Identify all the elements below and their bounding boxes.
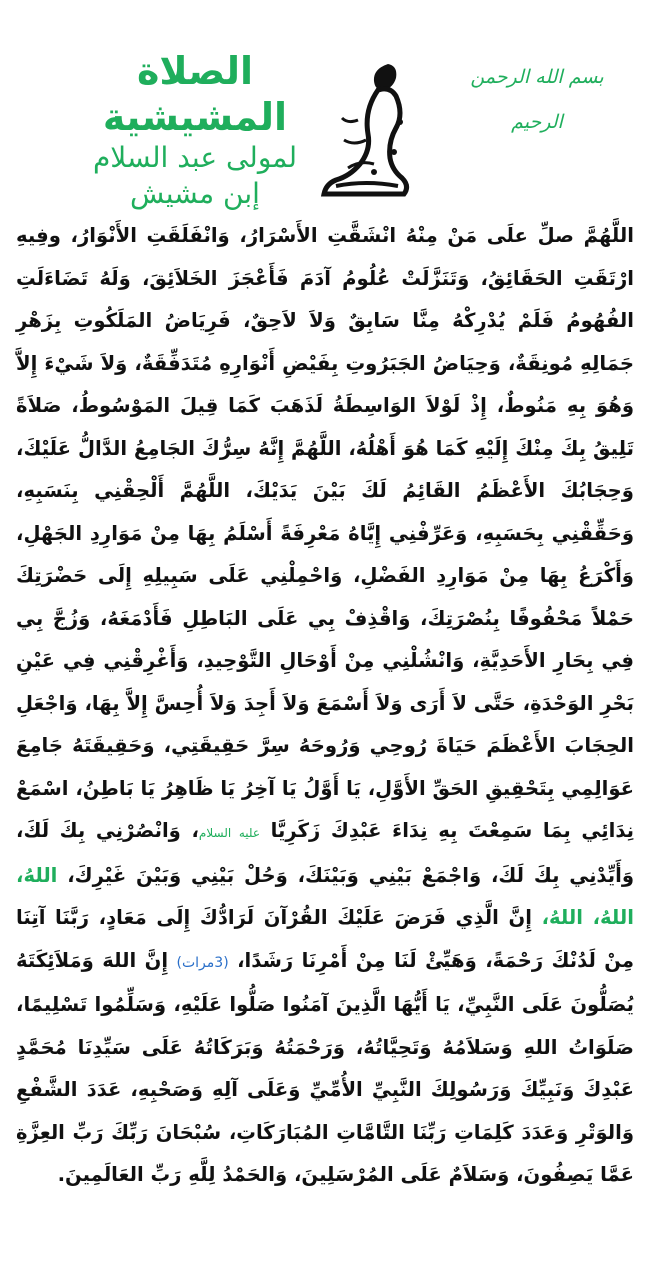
prayer-segment-4: إِنَّ اللهَ وَمَلاَئِكَتَهُ يُصَلُّونَ عَلَى النَّبِيِّ، يَا أَيُّهَا الَّذِينَ آمَنُوا صَلُّوا عَلَيْهِ، وَسَلِّمُوا تَسْلِيمًا، صَلَوَاتُ اللهِ وَسَلاَمُهُ وَتَحِيَّاتُهُ، وَرَحْمَتُهُ وَبَرَكَاتُهُ عَلَى سَيِّدِنَا مُحَمَّدٍ عَبْدِكَ وَنَبِيِّكَ وَرَسُولِكَ النَّبِيِّ الأُمِّيِّ وَعَلَى آلِهِ وَصَحْبِهِ، عَدَدَ الشَّفْعِ وَالوَتْرِ وَعَدَدَ كَلِمَاتِ رَبِّنَا التَّامَّاتِ المُبَارَكَاتِ، سُبْحَانَ رَبِّكَ رَبِّ العِزَّةِ عَمَّا يَصِفُونَ، وَسَلاَمٌ عَلَى المُرْسَلِينَ، وَالحَمْدُ لِلَّهِ رَبِّ العَالَمِينَ. (16, 948, 634, 1186)
basmala-calligraphy: بسم الله الرحمن الرحيم (470, 66, 604, 133)
title-block (45, 48, 345, 212)
page-title: الصلاة المشيشية (102, 49, 288, 139)
subtitle-author-name: إبن مشيش (130, 177, 260, 210)
subtitle-author: لمولى عبد السلام (92, 141, 298, 174)
repeat-three-times-note: (3مرات) (176, 954, 229, 971)
prayer-segment-2: ، وَانْصُرْنِي بِكَ لَكَ، وَأَيِّدْنِي بِكَ لَكَ، وَاجْمَعْ بَيْنِي وَبَيْنَكَ، وَحُلْ بَيْنِي وَبَيْنَ غَيْرِكَ، (16, 819, 634, 887)
header (0, 0, 650, 210)
peace-be-upon-him-mark: عليه السلام (198, 826, 261, 840)
prayer-segment-1: اللَّهُمَّ صلِّ علَى مَنْ مِنْهُ انْشَقَّتِ الأَسْرَارُ، وَانْفَلَقَتِ الأَنْوَارُ، وفِيهِ ارْتَقَتِ الحَقَائِقُ، وَتَنَزَّلَتْ عُلُومُ آدَمَ فَأَعْجَزَ الخَلاَئِقَ، وَلَهُ تَضَاءَلَتِ الفُهُومُ فَلَمْ يُدْرِكْهُ مِنَّا سَابِقٌ وَلاَ لاَحِقٌ، فَرِيَاضُ المَلَكُوتِ بِزَهْرِ جَمَالِهِ مُونِقَةٌ، وَحِيَاضُ الجَبَرُوتِ بِفَيْضِ أَنْوَارِهِ مُتَدَفِّقَةٌ، وَلاَ شَيْءَ إِلاَّ وَهُوَ بِهِ مَنُوطٌ، إِذْ لَوْلاَ الوَاسِطَةُ لَذَهَبَ كَمَا قِيلَ المَوْسُوطُ، صَلاَةً تَلِيقُ بِكَ مِنْكَ إِلَيْهِ كَمَا هُوَ أَهْلُهُ، اللَّهُمَّ إِنَّهُ سِرُّكَ الجَامِعُ الدَّالُّ عَلَيْكَ، وَحِجَابُكَ الأَعْظَمُ القَائِمُ لَكَ بَيْنَ يَدَيْكَ، اللَّهُمَّ أَلْحِقْنِي بِنَسَبِهِ، وَحَقِّقْنِي بِحَسَبِهِ، وَعَرِّفْنِي إِيَّاهُ مَعْرِفَةً أَسْلَمُ بِهَا مِنْ مَوَارِدِ الجَهْلِ، وَأَكْرَعُ بِهَا مِنْ مَوَارِدِ الفَضْلِ، وَاحْمِلْنِي عَلَى سَبِيلِهِ إِلَى حَضْرَتِكَ حَمْلاً مَحْفُوفًا بِنُصْرَتِكَ، وَاقْذِفْ بِي عَلَى البَاطِلِ فَأَدْمَغَهُ، وَزُجَّ بِي فِي بِحَارِ الأَحَدِيَّةِ، وَانْشُلْنِي مِنْ أَوْحَالِ التَّوْحِيدِ، وَأَغْرِقْنِي فِي عَيْنِ بَحْرِ الوَحْدَةِ، حَتَّى لاَ أَرَى وَلاَ أَسْمَعَ وَلاَ أَجِدَ وَلاَ أُحِسَّ إِلاَّ بِهَا، وَاجْعَلِ الحِجَابَ الأَعْظَمَ حَيَاةَ رُوحِي وَرُوحَهُ سِرَّ حَقِيقَتِي، وَحَقِيقَتَهُ جَامِعَ عَوَالِمِي بِتَحْقِيقِ الحَقِّ الأَوَّلِ، يَا أَوَّلُ يَا آخِرُ يَا ظَاهِرُ يَا بَاطِنُ، اسْمَعْ نِدَائِي بِمَا سَمِعْتَ بِهِ نِدَاءَ عَبْدِكَ زَكَرِيَّا (16, 224, 634, 842)
prayer-paragraph (16, 215, 634, 1197)
kneeling-figure-calligraphy-icon (318, 60, 423, 200)
prayer-segment-3: إِنَّ الَّذِي فَرَضَ عَلَيْكَ القُرْآنَ لَرَادُّكَ إِلَى مَعَادٍ، رَبَّنَا آتِنَا مِنْ لَدُنْكَ رَحْمَةً، وَهَيِّئْ لَنَا مِنْ أَمْرِنَا رَشَدًا، (16, 906, 634, 972)
prayer-text (16, 215, 634, 1197)
allah-repeated: اللهُ، اللهُ، اللهُ، (16, 863, 634, 929)
